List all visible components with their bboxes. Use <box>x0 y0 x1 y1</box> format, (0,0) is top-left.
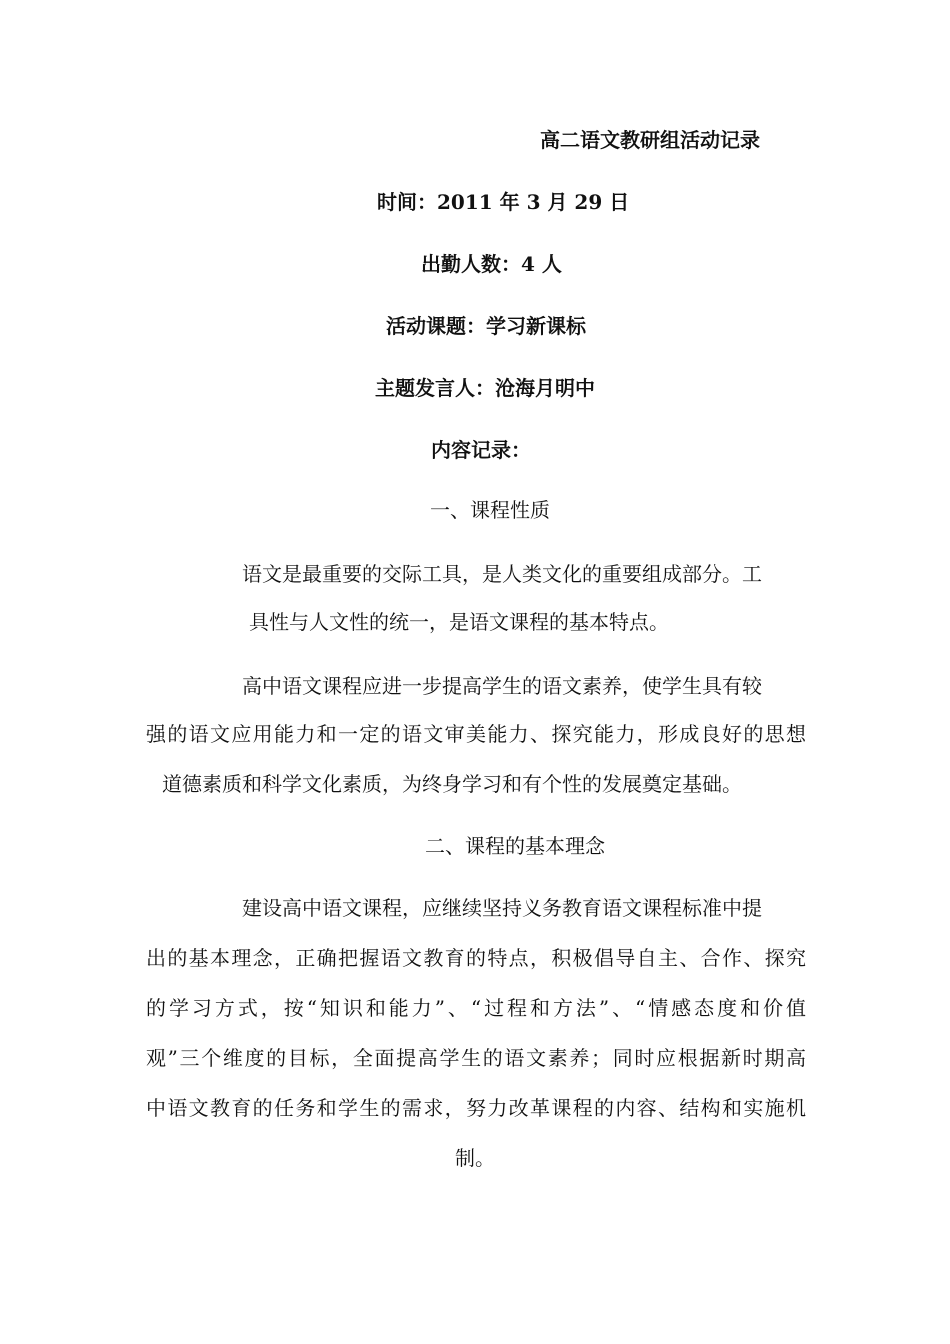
paragraph-line: 强的语文应用能力和一定的语文审美能力、探究能力，形成良好的思想 <box>146 722 806 746</box>
paragraph-line: 具性与人文性的统一，是语文课程的基本特点。 <box>249 610 669 634</box>
paragraph-line: 制。 <box>455 1146 495 1170</box>
paragraph-line: 的学习方式，按“知识和能力”、“过程和方法”、“情感态度和价值 <box>146 996 806 1020</box>
paragraph-line: 高中语文课程应进一步提高学生的语文素养，使学生具有较 <box>242 674 762 698</box>
section-heading-nature: 一、课程性质 <box>430 498 550 522</box>
section-heading-concept: 二、课程的基本理念 <box>425 834 605 858</box>
paragraph-line: 出的基本理念，正确把握语文教育的特点，积极倡导自主、合作、探究 <box>146 946 806 970</box>
paragraph-line: 建设高中语文课程，应继续坚持义务教育语文课程标准中提 <box>242 896 762 920</box>
paragraph-line: 中语文教育的任务和学生的需求，努力改革课程的内容、结构和实施机 <box>146 1096 806 1120</box>
document-title: 高二语文教研组活动记录 <box>540 128 760 152</box>
paragraph-line: 语文是最重要的交际工具，是人类文化的重要组成部分。工 <box>242 562 762 586</box>
topic-line: 活动课题：学习新课标 <box>386 314 586 338</box>
speaker-line: 主题发言人：沧海月明中 <box>375 376 595 400</box>
paragraph-line: 观”三个维度的目标，全面提高学生的语文素养；同时应根据新时期高 <box>146 1046 806 1070</box>
attendance-line: 出勤人数：4 人 <box>421 252 562 276</box>
time-line: 时间：2011 年 3 月 29 日 <box>377 190 630 214</box>
paragraph-line: 道德素质和科学文化素质，为终身学习和有个性的发展奠定基础。 <box>162 772 742 796</box>
content-label: 内容记录： <box>431 438 531 462</box>
